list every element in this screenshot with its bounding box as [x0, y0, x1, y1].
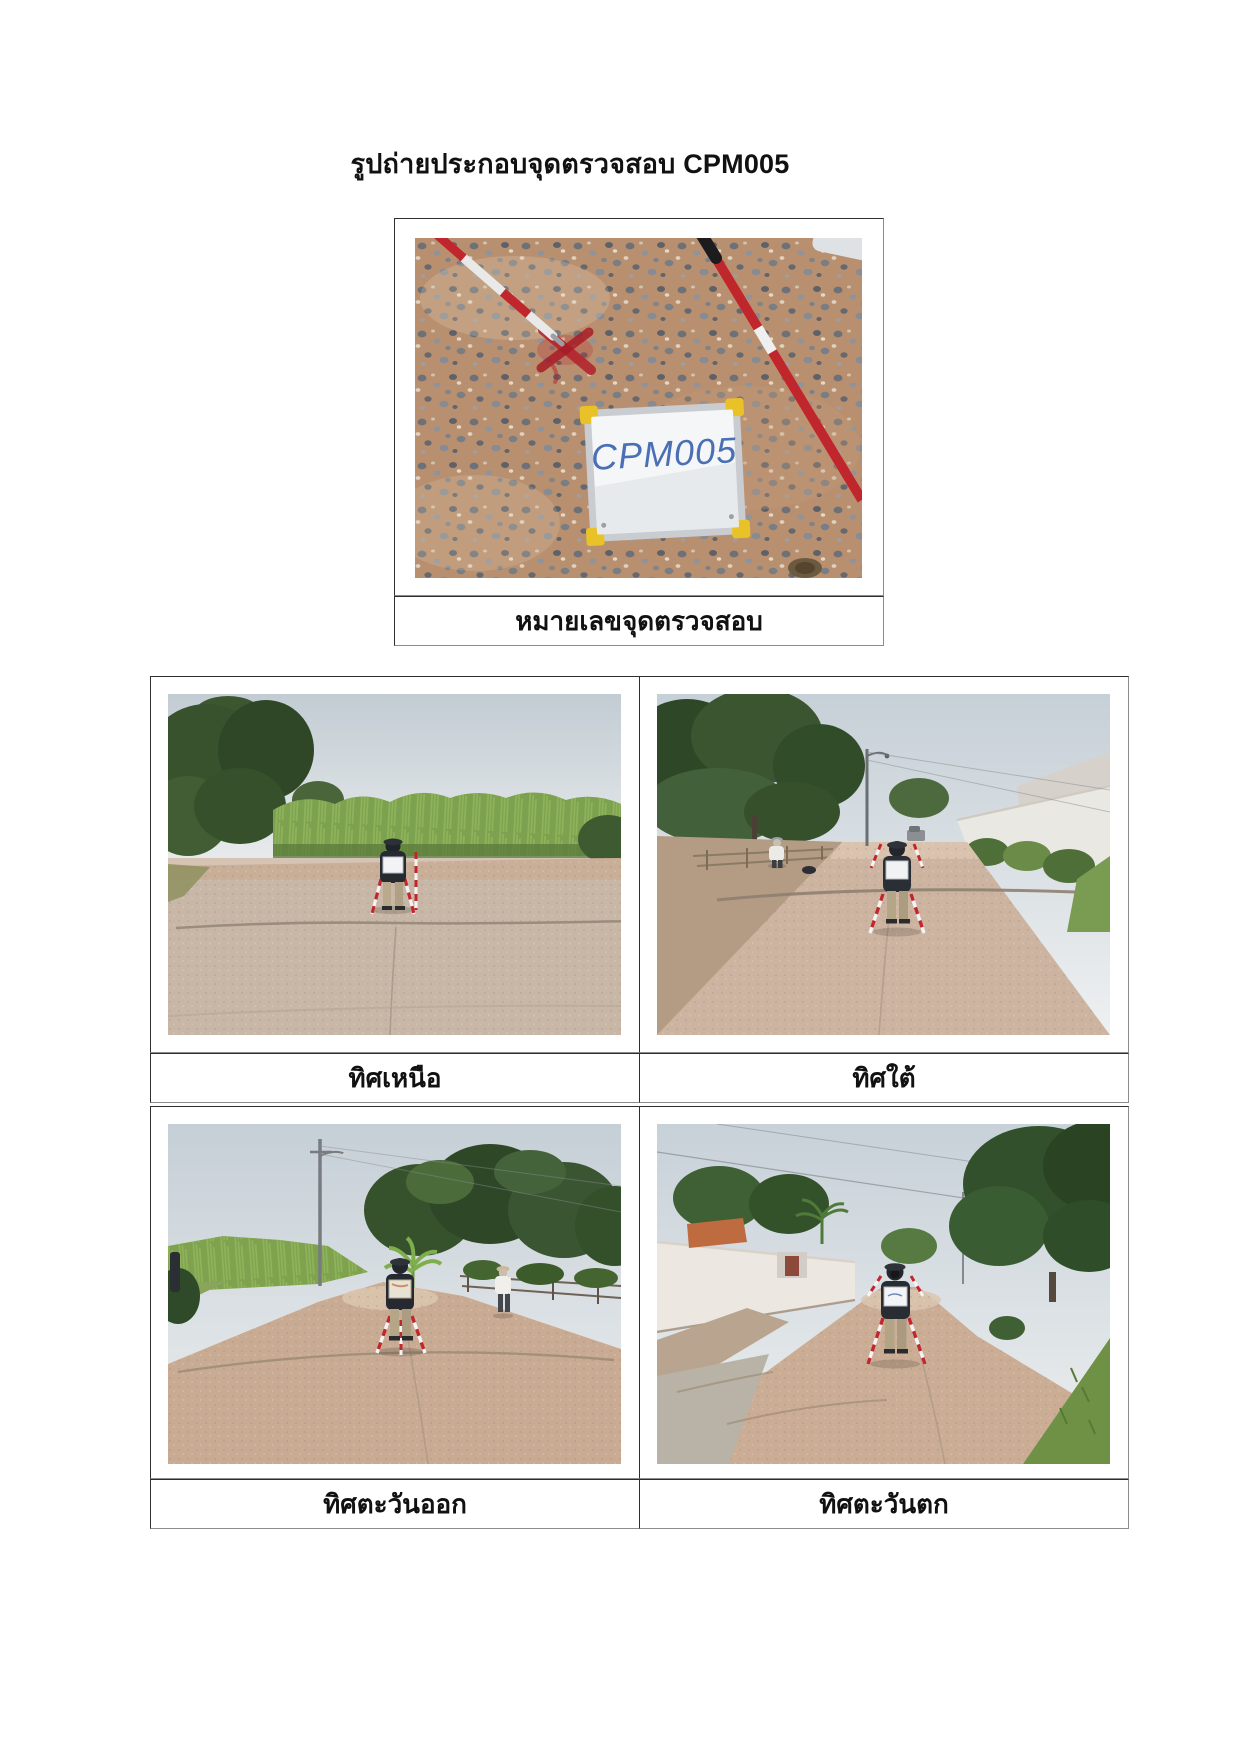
caption-north: ทิศเหนือ: [150, 1053, 640, 1103]
photo-west: [657, 1124, 1110, 1464]
road: [168, 858, 621, 1035]
page-title: รูปถ่ายประกอบจุดตรวจสอบ CPM005: [350, 149, 790, 179]
caption-east: ทิศตะวันออก: [150, 1479, 640, 1529]
photo-inspection-point: [415, 238, 862, 578]
photo-north: [168, 694, 621, 1035]
whiteboard: [579, 398, 750, 546]
photo-south: [657, 694, 1110, 1035]
photo-east: [168, 1124, 621, 1464]
whiteboard-text: CPM005: [590, 429, 739, 478]
caption-south: ทิศใต้: [639, 1053, 1129, 1103]
sugarcane-field: [273, 792, 621, 863]
caption-inspection-point: หมายเลขจุดตรวจสอบ: [394, 596, 884, 646]
caption-west: ทิศตะวันตก: [639, 1479, 1129, 1529]
